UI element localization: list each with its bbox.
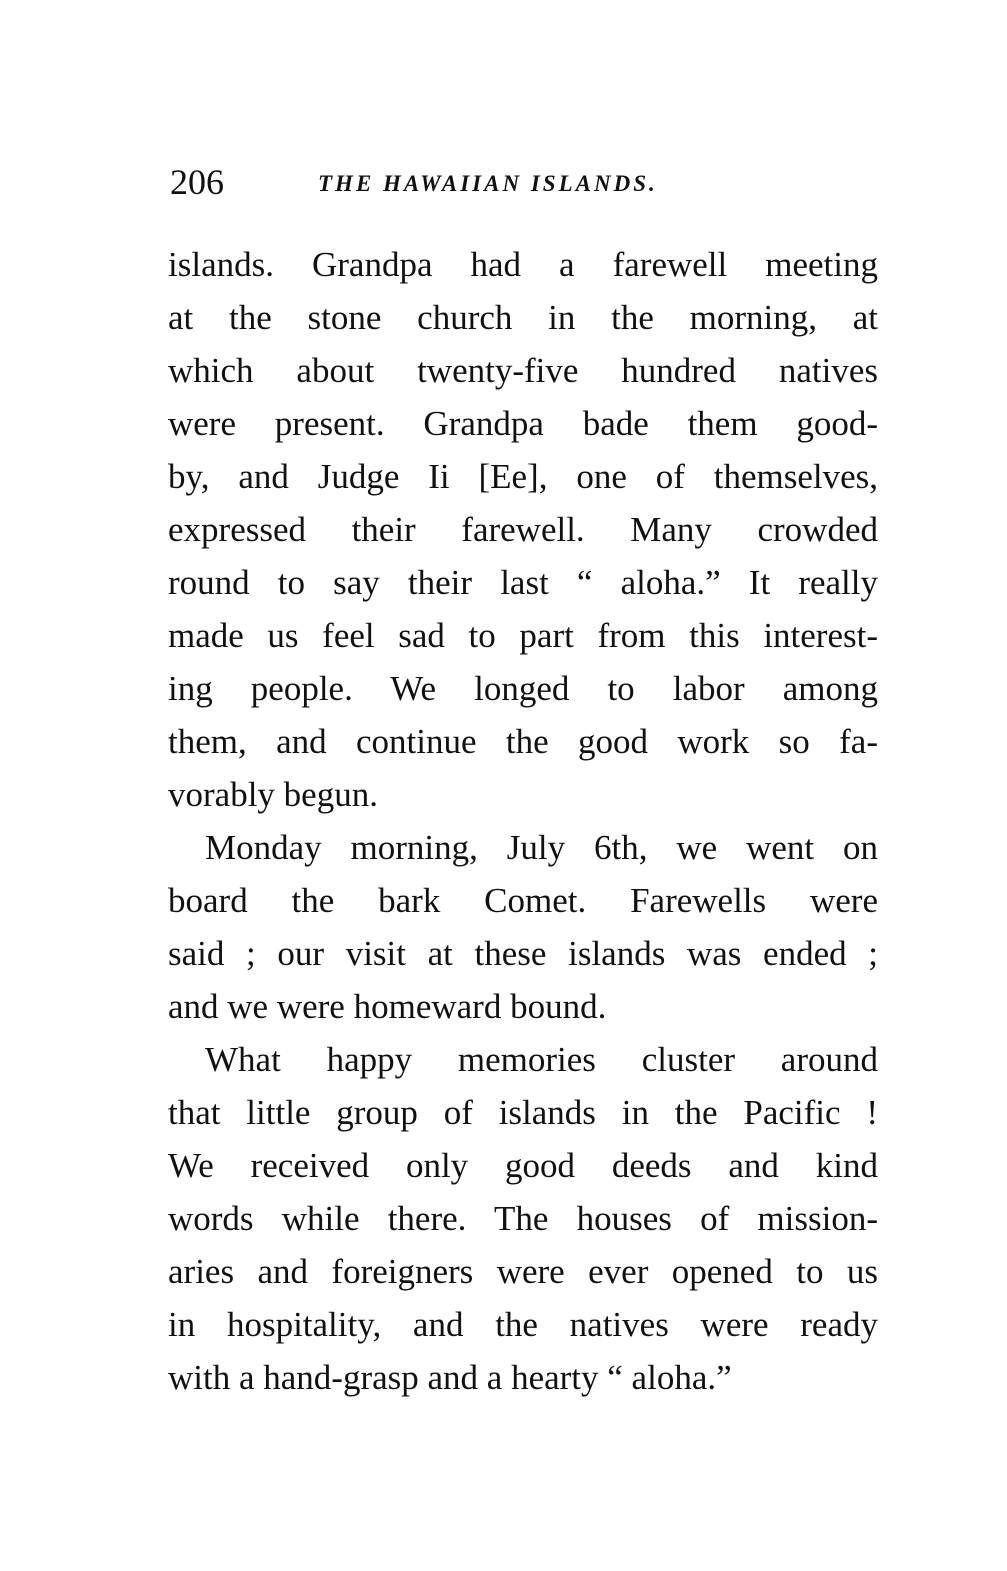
text-line: What happy memories cluster around (205, 1040, 878, 1079)
text-line: vorably begun. (168, 775, 378, 814)
text-line: words while there. The houses of mission- (168, 1199, 878, 1238)
text-line: islands. Grandpa had a farewell meeting (168, 245, 878, 284)
text-line: by, and Judge Ii [Ee], one of themselves, (168, 457, 878, 496)
text-line: made us feel sad to part from this interest- (168, 616, 878, 655)
text-line: expressed their farewell. Many crowded (168, 510, 878, 549)
text-line: round to say their last “ aloha.” It really (168, 563, 878, 602)
text-line: were present. Grandpa bade them good- (168, 404, 878, 443)
text-line: at the stone church in the morning, at (168, 298, 878, 337)
text-line: with a hand-grasp and a hearty “ aloha.” (168, 1358, 732, 1397)
text-line: them, and continue the good work so fa- (168, 722, 878, 761)
text-line: board the bark Comet. Farewells were (168, 881, 878, 920)
text-line: aries and foreigners were ever opened to us (168, 1252, 878, 1291)
text-line: in hospitality, and the natives were ready (168, 1305, 878, 1344)
text-line: which about twenty-five hundred natives (168, 351, 878, 390)
running-title: THE HAWAIIAN ISLANDS. (318, 171, 658, 196)
text-line: We received only good deeds and kind (168, 1146, 878, 1185)
text-line: ing people. We longed to labor among (168, 669, 878, 708)
text-line: said ; our visit at these islands was ended ; (168, 934, 878, 973)
text-line: and we were homeward bound. (168, 987, 607, 1026)
page-number: 206 (170, 162, 224, 202)
text-line: that little group of islands in the Pacific ! (168, 1093, 878, 1132)
text-line: Monday morning, July 6th, we went on (205, 828, 878, 867)
